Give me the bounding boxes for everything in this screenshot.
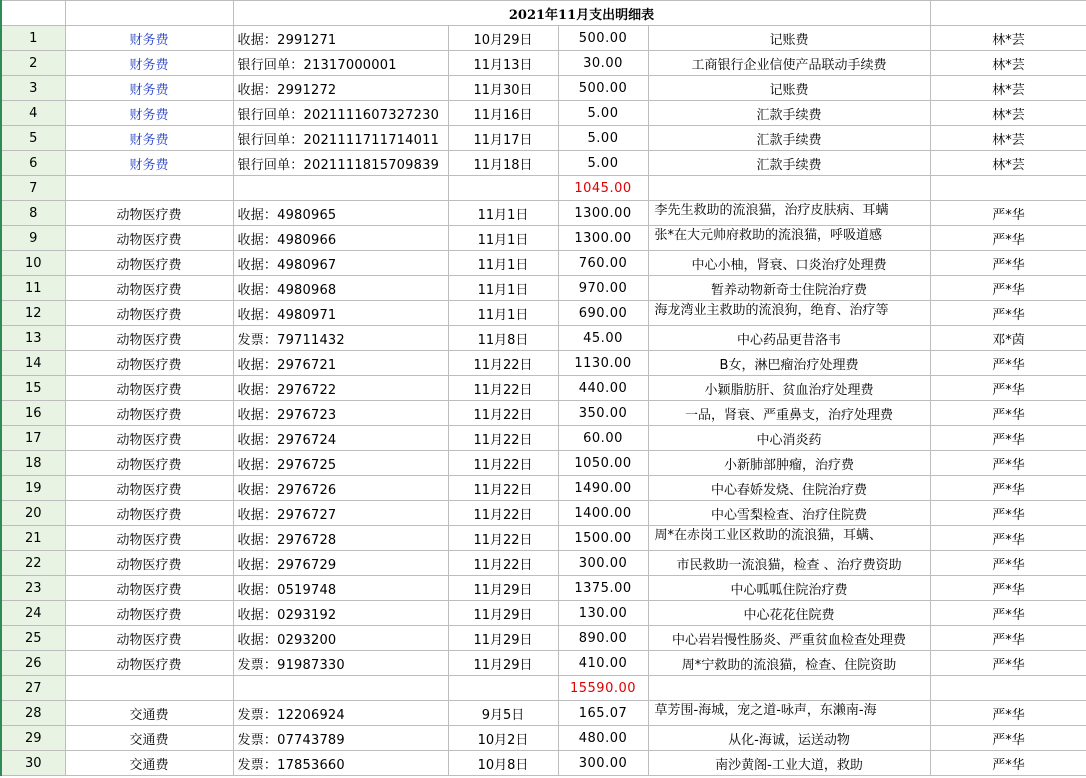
person-cell[interactable]: 严*华 — [930, 726, 1086, 751]
table-row — [1, 626, 1086, 651]
title-row — [1, 1, 1086, 26]
amount-cell[interactable]: 1400.00 — [558, 501, 648, 526]
title-blank-cell[interactable] — [65, 1, 233, 26]
description-cell[interactable]: 中心消炎药 — [648, 426, 930, 451]
title-blank-cell[interactable] — [930, 1, 1086, 26]
subtotal-amount[interactable]: 15590.00 — [558, 676, 648, 701]
category-cell[interactable] — [65, 176, 233, 201]
table-row — [1, 76, 1086, 101]
row-number[interactable]: 7 — [1, 176, 65, 201]
row-number[interactable]: 11 — [1, 276, 65, 301]
description-cell[interactable]: B女，淋巴瘤治疗处理费 — [648, 351, 930, 376]
amount-cell[interactable]: 350.00 — [558, 401, 648, 426]
document-cell[interactable]: 收据：2976729 — [233, 551, 448, 576]
row-number[interactable]: 9 — [1, 226, 65, 251]
date-cell[interactable]: 11月29日 — [448, 601, 558, 626]
description-cell[interactable]: 记账费 — [648, 26, 930, 51]
person-cell[interactable]: 林*芸 — [930, 126, 1086, 151]
row-number[interactable]: 23 — [1, 576, 65, 601]
date-cell[interactable]: 11月29日 — [448, 626, 558, 651]
row-number[interactable]: 14 — [1, 351, 65, 376]
category-cell[interactable]: 交通费 — [65, 726, 233, 751]
person-cell[interactable]: 林*芸 — [930, 51, 1086, 76]
amount-cell[interactable]: 1050.00 — [558, 451, 648, 476]
description-cell[interactable]: 汇款手续费 — [648, 101, 930, 126]
person-cell[interactable]: 严*华 — [930, 376, 1086, 401]
person-cell[interactable]: 林*芸 — [930, 26, 1086, 51]
date-cell[interactable]: 11月1日 — [448, 201, 558, 226]
category-cell[interactable]: 动物医疗费 — [65, 576, 233, 601]
description-text: 周*在赤岗工业区救助的流浪猫，耳螨、 — [654, 528, 883, 543]
document-cell[interactable]: 发票：12206924 — [233, 701, 448, 726]
description-cell[interactable]: 中心小柚，肾衰、口炎治疗处理费 — [648, 251, 930, 276]
table-row — [1, 201, 1086, 226]
date-cell[interactable]: 11月29日 — [448, 576, 558, 601]
date-cell[interactable]: 11月1日 — [448, 226, 558, 251]
sheet-title[interactable]: 2021年11月支出明细表 — [233, 1, 930, 26]
category-cell[interactable]: 动物医疗费 — [65, 551, 233, 576]
amount-cell[interactable]: 440.00 — [558, 376, 648, 401]
category-cell[interactable]: 动物医疗费 — [65, 401, 233, 426]
description-cell[interactable]: 一品，肾衰、严重鼻支，治疗处理费 — [648, 401, 930, 426]
date-cell[interactable]: 11月1日 — [448, 276, 558, 301]
table-row — [1, 526, 1086, 551]
table-row — [1, 476, 1086, 501]
amount-cell[interactable]: 130.00 — [558, 601, 648, 626]
date-cell[interactable]: 11月22日 — [448, 401, 558, 426]
category-cell[interactable]: 财务费 — [65, 151, 233, 176]
amount-cell[interactable]: 890.00 — [558, 626, 648, 651]
document-cell[interactable]: 收据：2991271 — [233, 26, 448, 51]
table-row — [1, 126, 1086, 151]
date-cell[interactable]: 10月29日 — [448, 26, 558, 51]
amount-cell[interactable]: 760.00 — [558, 251, 648, 276]
row-number[interactable]: 5 — [1, 126, 65, 151]
description-cell[interactable] — [648, 226, 930, 251]
category-cell[interactable]: 交通费 — [65, 751, 233, 776]
document-cell[interactable]: 收据：2976722 — [233, 376, 448, 401]
amount-cell[interactable]: 480.00 — [558, 726, 648, 751]
document-cell[interactable]: 收据：4980968 — [233, 276, 448, 301]
date-cell[interactable]: 11月22日 — [448, 476, 558, 501]
row-number[interactable]: 8 — [1, 201, 65, 226]
amount-cell[interactable]: 410.00 — [558, 651, 648, 676]
category-cell[interactable]: 动物医疗费 — [65, 476, 233, 501]
date-cell[interactable]: 11月17日 — [448, 126, 558, 151]
table-row — [1, 751, 1086, 776]
description-cell[interactable]: 南沙黄阁-工业大道，救助 — [648, 751, 930, 776]
category-cell[interactable]: 动物医疗费 — [65, 301, 233, 326]
date-cell[interactable] — [448, 676, 558, 701]
description-cell[interactable] — [648, 301, 930, 326]
document-cell[interactable]: 收据：2976721 — [233, 351, 448, 376]
row-number[interactable]: 10 — [1, 251, 65, 276]
row-header-corner[interactable] — [1, 1, 65, 26]
row-number[interactable]: 18 — [1, 451, 65, 476]
category-cell[interactable]: 动物医疗费 — [65, 276, 233, 301]
date-cell[interactable]: 11月8日 — [448, 326, 558, 351]
row-number[interactable]: 1 — [1, 26, 65, 51]
date-cell[interactable]: 11月1日 — [448, 251, 558, 276]
table-row — [1, 551, 1086, 576]
date-cell[interactable]: 11月22日 — [448, 376, 558, 401]
person-cell[interactable]: 严*华 — [930, 301, 1086, 326]
date-cell[interactable]: 11月22日 — [448, 526, 558, 551]
category-cell[interactable]: 动物医疗费 — [65, 376, 233, 401]
amount-cell[interactable]: 970.00 — [558, 276, 648, 301]
date-cell[interactable]: 10月2日 — [448, 726, 558, 751]
amount-cell[interactable]: 300.00 — [558, 751, 648, 776]
person-cell[interactable]: 林*芸 — [930, 101, 1086, 126]
person-cell[interactable]: 林*芸 — [930, 151, 1086, 176]
amount-cell[interactable]: 1300.00 — [558, 226, 648, 251]
document-cell[interactable]: 发票：79711432 — [233, 326, 448, 351]
amount-cell[interactable]: 165.07 — [558, 701, 648, 726]
row-number[interactable]: 21 — [1, 526, 65, 551]
document-cell[interactable]: 收据：2976726 — [233, 476, 448, 501]
category-cell[interactable]: 动物医疗费 — [65, 426, 233, 451]
category-cell[interactable]: 动物医疗费 — [65, 226, 233, 251]
document-cell[interactable]: 收据：4980971 — [233, 301, 448, 326]
table-row — [1, 601, 1086, 626]
description-cell[interactable]: 汇款手续费 — [648, 126, 930, 151]
date-cell[interactable]: 11月18日 — [448, 151, 558, 176]
subtotal-row — [1, 676, 1086, 701]
amount-cell[interactable]: 300.00 — [558, 551, 648, 576]
description-cell[interactable]: 中心雪梨检查、治疗住院费 — [648, 501, 930, 526]
person-cell[interactable]: 严*华 — [930, 276, 1086, 301]
table-row — [1, 501, 1086, 526]
person-cell[interactable]: 严*华 — [930, 226, 1086, 251]
row-number[interactable]: 15 — [1, 376, 65, 401]
person-cell[interactable]: 严*华 — [930, 526, 1086, 551]
document-cell[interactable]: 收据：4980966 — [233, 226, 448, 251]
document-cell[interactable]: 收据：2976725 — [233, 451, 448, 476]
table-row — [1, 301, 1086, 326]
table-row — [1, 576, 1086, 601]
person-cell[interactable]: 严*华 — [930, 351, 1086, 376]
amount-cell[interactable]: 5.00 — [558, 101, 648, 126]
description-cell[interactable]: 中心呱呱住院治疗费 — [648, 576, 930, 601]
document-cell[interactable]: 收据：2976724 — [233, 426, 448, 451]
row-number[interactable]: 2 — [1, 51, 65, 76]
amount-cell[interactable]: 5.00 — [558, 126, 648, 151]
category-cell[interactable] — [65, 676, 233, 701]
amount-cell[interactable]: 45.00 — [558, 326, 648, 351]
document-cell[interactable]: 发票：91987330 — [233, 651, 448, 676]
description-cell[interactable]: 从化-海诚，运送动物 — [648, 726, 930, 751]
description-cell[interactable]: 市民救助一流浪猫，检查 、治疗费资助 — [648, 551, 930, 576]
description-text: 张*在大元帅府救助的流浪猫，呼吸道感 — [654, 228, 883, 243]
person-cell[interactable]: 严*华 — [930, 626, 1086, 651]
person-cell[interactable]: 严*华 — [930, 476, 1086, 501]
document-cell[interactable] — [233, 176, 448, 201]
document-cell[interactable]: 银行回单：2021111711714011 — [233, 126, 448, 151]
document-cell[interactable]: 发票：17853660 — [233, 751, 448, 776]
description-cell[interactable]: 中心花花住院费 — [648, 601, 930, 626]
row-number[interactable]: 26 — [1, 651, 65, 676]
table-row — [1, 226, 1086, 251]
category-cell[interactable]: 交通费 — [65, 701, 233, 726]
table-row — [1, 251, 1086, 276]
amount-cell[interactable]: 500.00 — [558, 26, 648, 51]
row-number[interactable]: 22 — [1, 551, 65, 576]
description-cell[interactable]: 记账费 — [648, 76, 930, 101]
date-cell[interactable]: 11月13日 — [448, 51, 558, 76]
date-cell[interactable]: 11月1日 — [448, 301, 558, 326]
description-cell[interactable] — [648, 676, 930, 701]
date-cell[interactable] — [448, 176, 558, 201]
row-number[interactable]: 6 — [1, 151, 65, 176]
person-cell[interactable]: 严*华 — [930, 751, 1086, 776]
amount-cell[interactable]: 500.00 — [558, 76, 648, 101]
table-row — [1, 426, 1086, 451]
description-cell[interactable] — [648, 201, 930, 226]
category-cell[interactable]: 财务费 — [65, 26, 233, 51]
row-number[interactable]: 20 — [1, 501, 65, 526]
table-row — [1, 101, 1086, 126]
row-number[interactable]: 16 — [1, 401, 65, 426]
amount-cell[interactable]: 5.00 — [558, 151, 648, 176]
date-cell[interactable]: 9月5日 — [448, 701, 558, 726]
table-row — [1, 351, 1086, 376]
document-cell[interactable]: 银行回单：21317000001 — [233, 51, 448, 76]
description-cell[interactable]: 中心春娇发烧、住院治疗费 — [648, 476, 930, 501]
row-number[interactable]: 12 — [1, 301, 65, 326]
description-cell[interactable]: 汇款手续费 — [648, 151, 930, 176]
person-cell[interactable] — [930, 176, 1086, 201]
description-text: 李先生救助的流浪猫，治疗皮肤病、耳螨 — [654, 203, 889, 218]
category-cell[interactable]: 动物医疗费 — [65, 351, 233, 376]
description-cell[interactable]: 小新肺部肿瘤，治疗费 — [648, 451, 930, 476]
table-row — [1, 651, 1086, 676]
document-cell[interactable]: 发票：07743789 — [233, 726, 448, 751]
date-cell[interactable]: 11月22日 — [448, 451, 558, 476]
category-cell[interactable]: 财务费 — [65, 101, 233, 126]
description-cell[interactable]: 暂养动物新奇士住院治疗费 — [648, 276, 930, 301]
category-cell[interactable]: 财务费 — [65, 51, 233, 76]
document-cell[interactable]: 收据：4980965 — [233, 201, 448, 226]
row-number[interactable]: 24 — [1, 601, 65, 626]
description-cell[interactable]: 工商银行企业信使产品联动手续费 — [648, 51, 930, 76]
amount-cell[interactable]: 1130.00 — [558, 351, 648, 376]
person-cell[interactable]: 严*华 — [930, 651, 1086, 676]
amount-cell[interactable]: 1375.00 — [558, 576, 648, 601]
description-cell[interactable] — [648, 701, 930, 726]
row-number[interactable]: 25 — [1, 626, 65, 651]
document-cell[interactable]: 收据：2976723 — [233, 401, 448, 426]
table-row — [1, 376, 1086, 401]
document-cell[interactable]: 收据：2976727 — [233, 501, 448, 526]
date-cell[interactable]: 11月22日 — [448, 501, 558, 526]
description-cell[interactable] — [648, 526, 930, 551]
table-row — [1, 276, 1086, 301]
person-cell[interactable]: 邓*茵 — [930, 326, 1086, 351]
row-number[interactable]: 4 — [1, 101, 65, 126]
document-cell[interactable]: 收据：2991272 — [233, 76, 448, 101]
category-cell[interactable]: 动物医疗费 — [65, 451, 233, 476]
table-row — [1, 51, 1086, 76]
row-number[interactable]: 28 — [1, 701, 65, 726]
description-text: 海龙湾业主救助的流浪狗，绝育、治疗等 — [654, 303, 889, 318]
document-cell[interactable]: 收据：0519748 — [233, 576, 448, 601]
person-cell[interactable]: 严*华 — [930, 251, 1086, 276]
category-cell[interactable]: 动物医疗费 — [65, 326, 233, 351]
date-cell[interactable]: 11月22日 — [448, 426, 558, 451]
date-cell[interactable]: 10月8日 — [448, 751, 558, 776]
row-number[interactable]: 29 — [1, 726, 65, 751]
table-row — [1, 326, 1086, 351]
person-cell[interactable]: 严*华 — [930, 426, 1086, 451]
table-row — [1, 401, 1086, 426]
document-cell[interactable]: 银行回单：2021111607327230 — [233, 101, 448, 126]
category-cell[interactable]: 动物医疗费 — [65, 201, 233, 226]
row-number[interactable]: 17 — [1, 426, 65, 451]
row-number[interactable]: 13 — [1, 326, 65, 351]
category-cell[interactable]: 动物医疗费 — [65, 526, 233, 551]
person-cell[interactable]: 严*华 — [930, 551, 1086, 576]
date-cell[interactable]: 11月16日 — [448, 101, 558, 126]
table-row — [1, 701, 1086, 726]
row-number[interactable]: 3 — [1, 76, 65, 101]
row-number[interactable]: 30 — [1, 751, 65, 776]
amount-cell[interactable]: 60.00 — [558, 426, 648, 451]
person-cell[interactable] — [930, 676, 1086, 701]
person-cell[interactable]: 严*华 — [930, 451, 1086, 476]
date-cell[interactable]: 11月29日 — [448, 651, 558, 676]
amount-cell[interactable]: 690.00 — [558, 301, 648, 326]
category-cell[interactable]: 动物医疗费 — [65, 601, 233, 626]
subtotal-row — [1, 176, 1086, 201]
description-cell[interactable]: 中心岩岩慢性肠炎、严重贫血检查处理费 — [648, 626, 930, 651]
row-number[interactable]: 19 — [1, 476, 65, 501]
amount-cell[interactable]: 1500.00 — [558, 526, 648, 551]
date-cell[interactable]: 11月30日 — [448, 76, 558, 101]
document-cell[interactable]: 收据：0293192 — [233, 601, 448, 626]
table-row — [1, 151, 1086, 176]
table-row — [1, 451, 1086, 476]
person-cell[interactable]: 严*华 — [930, 201, 1086, 226]
amount-cell[interactable]: 1300.00 — [558, 201, 648, 226]
person-cell[interactable]: 林*芸 — [930, 76, 1086, 101]
category-cell[interactable]: 动物医疗费 — [65, 626, 233, 651]
amount-cell[interactable]: 30.00 — [558, 51, 648, 76]
subtotal-amount[interactable]: 1045.00 — [558, 176, 648, 201]
date-cell[interactable]: 11月22日 — [448, 551, 558, 576]
amount-cell[interactable]: 1490.00 — [558, 476, 648, 501]
category-cell[interactable]: 财务费 — [65, 126, 233, 151]
category-cell[interactable]: 动物医疗费 — [65, 501, 233, 526]
category-cell[interactable]: 财务费 — [65, 76, 233, 101]
category-cell[interactable]: 动物医疗费 — [65, 651, 233, 676]
description-cell[interactable] — [648, 176, 930, 201]
document-cell[interactable]: 收据：0293200 — [233, 626, 448, 651]
category-cell[interactable]: 动物医疗费 — [65, 251, 233, 276]
document-cell[interactable] — [233, 676, 448, 701]
description-cell[interactable]: 周*宁救助的流浪猫，检查、住院资助 — [648, 651, 930, 676]
table-row — [1, 26, 1086, 51]
person-cell[interactable]: 严*华 — [930, 576, 1086, 601]
row-number[interactable]: 27 — [1, 676, 65, 701]
date-cell[interactable]: 11月22日 — [448, 351, 558, 376]
document-cell[interactable]: 银行回单：2021111815709839 — [233, 151, 448, 176]
description-text: 草芳围-海城，宠之道-咏声，东濑南-海 — [654, 703, 877, 718]
person-cell[interactable]: 严*华 — [930, 501, 1086, 526]
table-row — [1, 726, 1086, 751]
description-cell[interactable]: 小颖脂肪肝、贫血治疗处理费 — [648, 376, 930, 401]
document-cell[interactable]: 收据：2976728 — [233, 526, 448, 551]
person-cell[interactable]: 严*华 — [930, 601, 1086, 626]
person-cell[interactable]: 严*华 — [930, 701, 1086, 726]
person-cell[interactable]: 严*华 — [930, 401, 1086, 426]
description-cell[interactable]: 中心药品更昔洛韦 — [648, 326, 930, 351]
document-cell[interactable]: 收据：4980967 — [233, 251, 448, 276]
